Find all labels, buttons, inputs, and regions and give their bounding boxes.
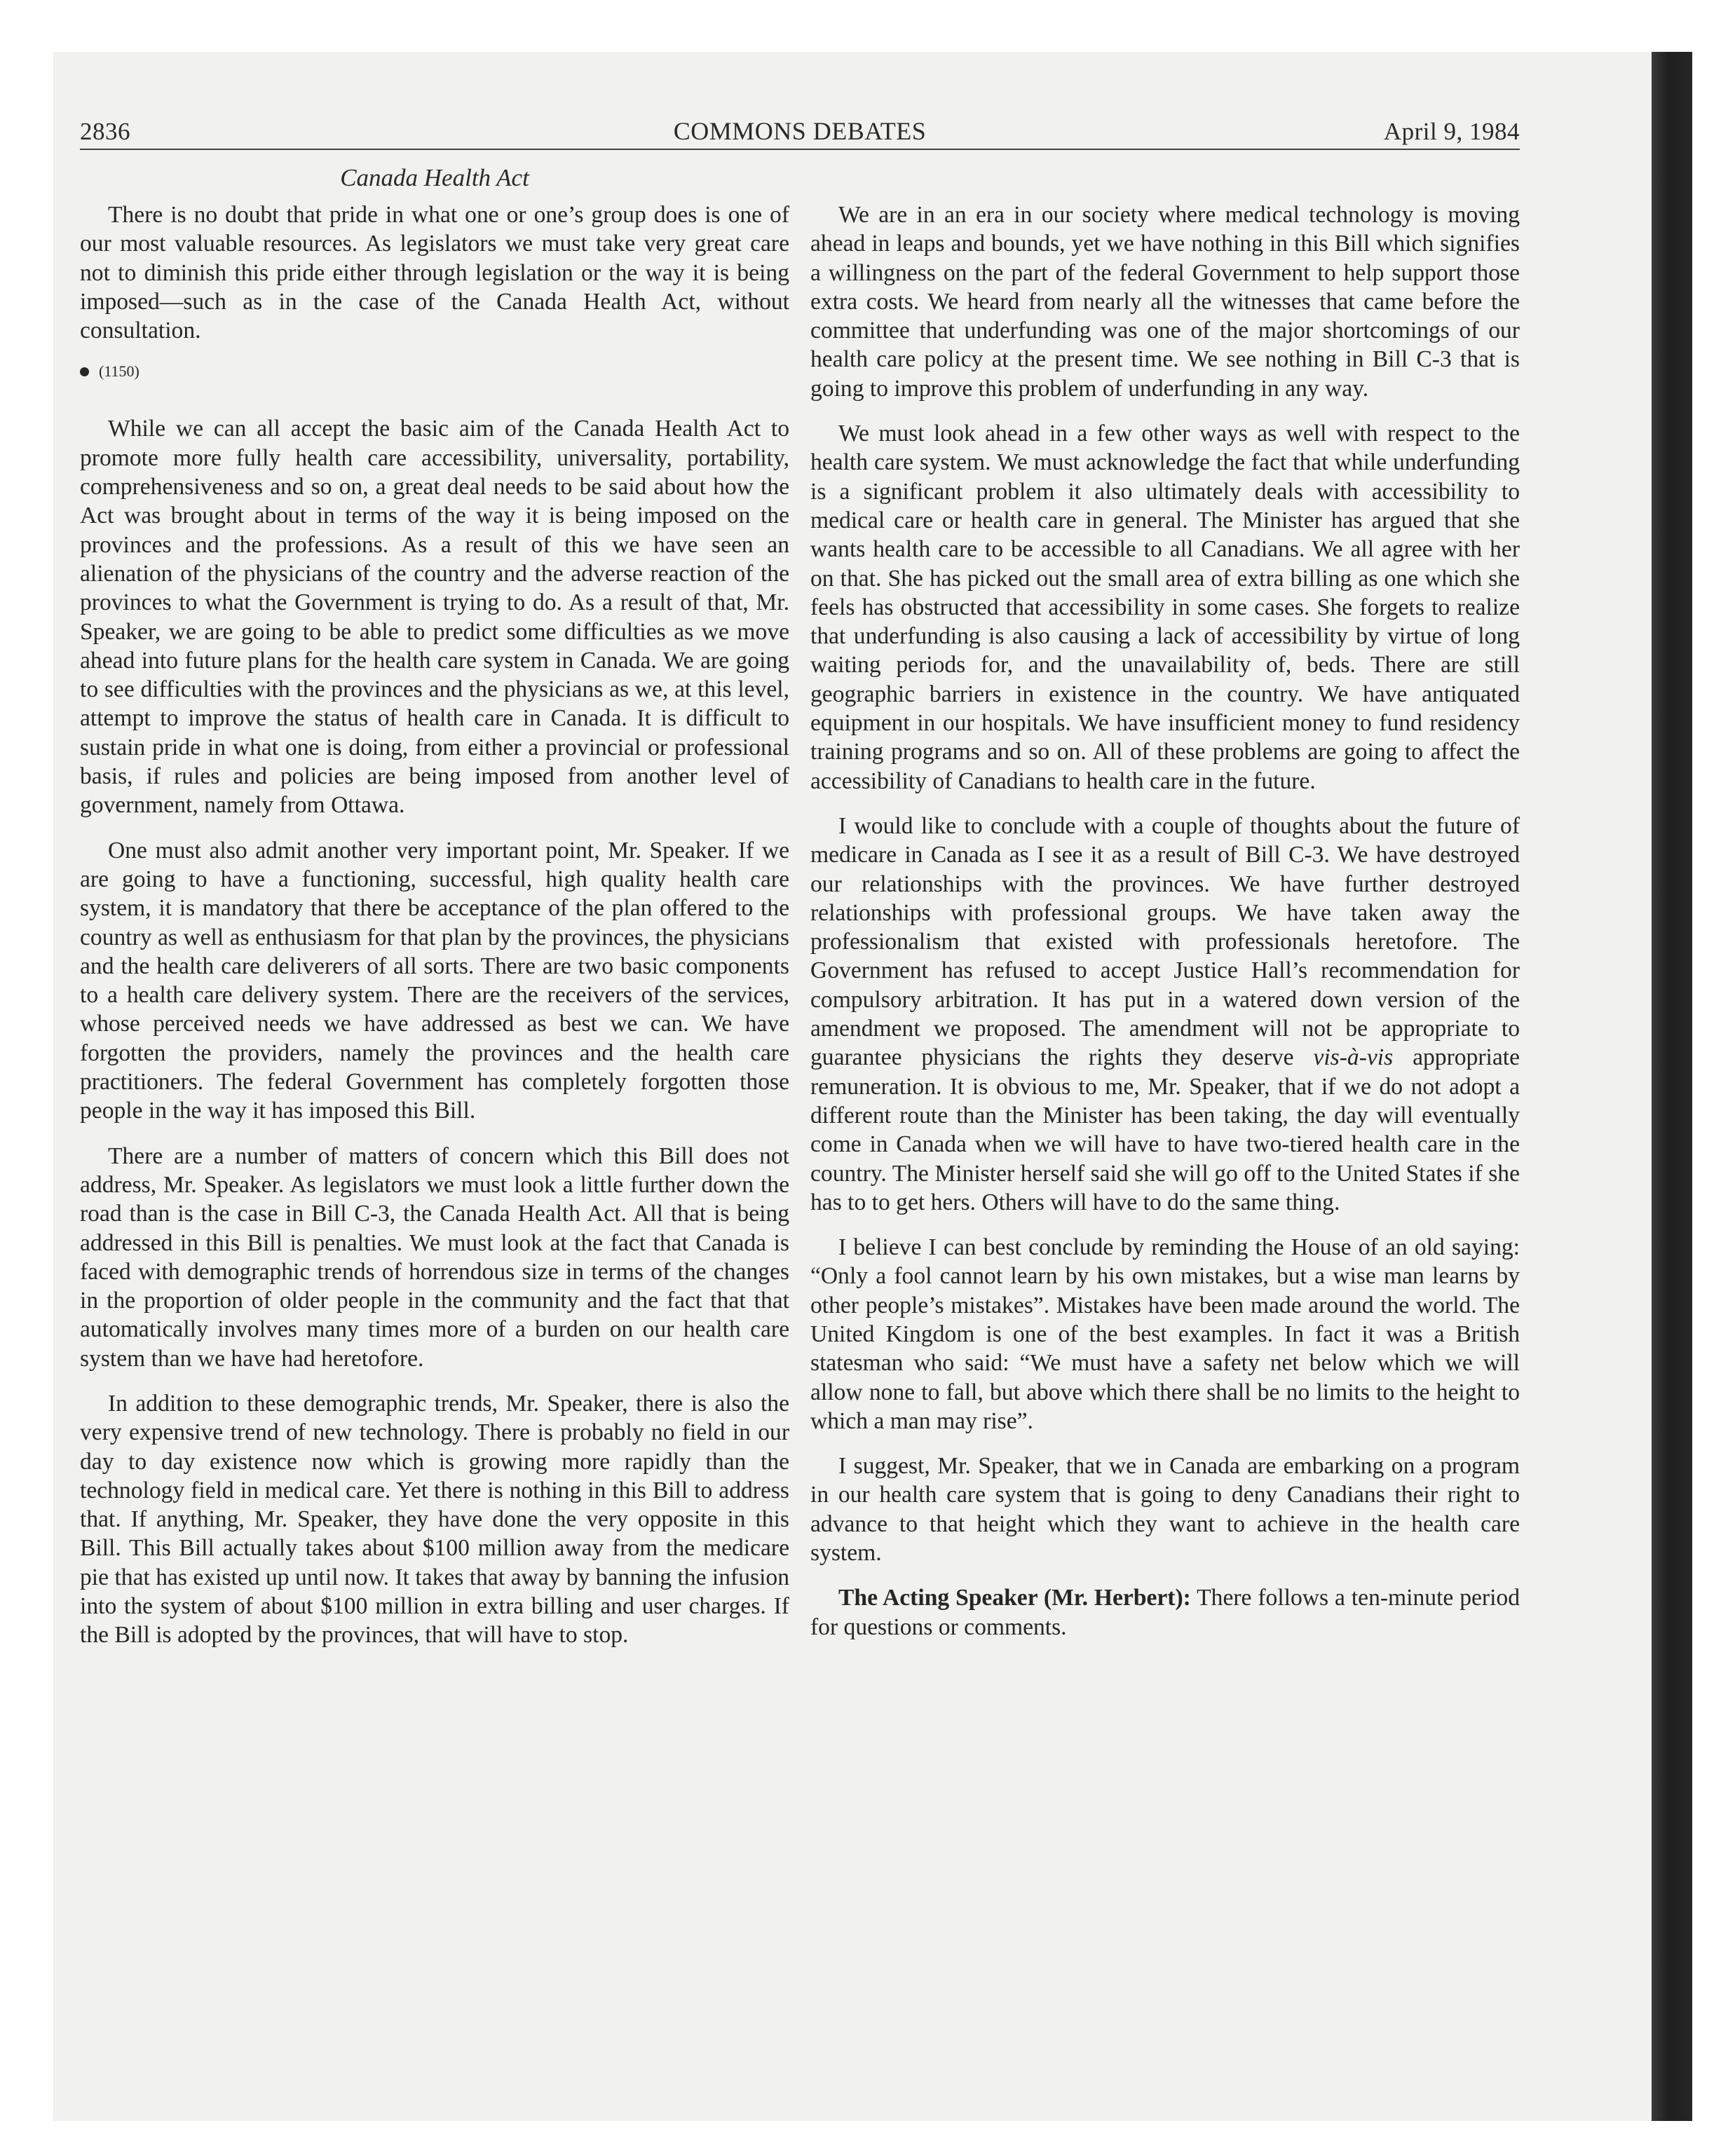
page-header bbox=[80, 111, 1520, 150]
paragraph: In addition to these demographic trends, Mr. Speaker, there is also the very expensive trend of new technology. There is probably no field in our day to day existence now which is growing more rapidly than the technology field in medical care. Yet there is nothing in this Bill to address that. If anything, Mr. Speaker, they have done the very opposite in this Bill. This Bill actually takes about $100 million away from the medicare pie that has existed up until now. It takes that away by banning the infusion into the system of about $100 million in extra billing and user charges. If the Bill is adopted by the provinces, that will have to stop. bbox=[80, 1390, 789, 1649]
paragraph: I suggest, Mr. Speaker, that we in Canada are embarking on a program in our health care system that is going to deny Canadians their right to advance to that height which they want to achieve in the health care system. bbox=[810, 1453, 1520, 1567]
paragraph: There is no doubt that pride in what one or one’s group does is one of our most valuable resources. As legislators we must take very great care not to diminish this pride either through legislation or the way it is being imposed—such as in the case of the Canada Health Act, without consultation. bbox=[80, 202, 789, 344]
speaker-text: There follows a ten-minute period for questions or comments. bbox=[810, 1585, 1520, 1640]
right-column bbox=[810, 200, 1520, 1658]
timestamp: (1150) bbox=[99, 362, 140, 381]
page-date: April 9, 1984 bbox=[1383, 118, 1520, 145]
bullet-icon bbox=[80, 367, 89, 376]
paragraph: We must look ahead in a few other ways as well with respect to the health care system. We must acknowledge the fact that while underfunding is a significant problem it also ultimately deals with accessibility to medical care or health care in general. The Minister has argued that she wants health care to be accessible to all Canadians. We all agree with her on that. She has picked out the small area of extra billing as one which she feels has obstructed that accessibility in some cases. She forgets to realize that underfunding is also causing a lack of accessibility by virtue of long waiting periods for, and the unavailability of, beds. There are still geographic barriers in existence in the country. We have antiquated equipment in our hospitals. We have insufficient money to fund residency training programs and so on. All of these problems are going to affect the accessibility of Canadians to health care in the future. bbox=[810, 421, 1520, 794]
speaker-paragraph bbox=[810, 1583, 1520, 1642]
page-number: 2836 bbox=[80, 118, 130, 145]
paragraph: We are in an era in our society where medical technology is moving ahead in leaps and bounds, yet we have nothing in this Bill which signifies a willingness on the part of the federal Government to help support those extra costs. We heard from nearly all the witnesses that came before the committee that underfunding was one of the major shortcomings of our health care policy at the present time. We see nothing in Bill C-3 that is going to improve this problem of underfunding in any way. bbox=[810, 202, 1520, 402]
time-marker bbox=[80, 361, 789, 382]
paragraph bbox=[810, 812, 1520, 1217]
binding-edge-shadow bbox=[1652, 52, 1692, 2121]
paragraph-text: I would like to conclude with a couple of thoughts about the future of medicare in Canada as I see it as a result of Bill C-3. We have destroyed our relationships with the provinces. We have further destroyed relationships with professional groups. We have taken away the professionalism that existed with professionals heretofore. The Government has refused to accept Justice Hall’s recommendation for compulsory arbitration. It has put in a watered down version of the amendment we proposed. The amendment will not be appropriate to guarantee physicians the rights they deserve bbox=[810, 812, 1520, 1071]
paragraph: There are a number of matters of concern which this Bill does not address, Mr. Speaker. As legislators we must look a little further down the road than is the case in Bill C-3, the Canada Health Act. All that is being addressed in this Bill is penalties. We must look at the fact that Canada is faced with demographic trends of horrendous size in terms of the changes in the proportion of older people in the community and the fact that that automatically involves many times more of a burden on our health care system than we have had heretofore. bbox=[80, 1142, 789, 1372]
paragraph: While we can all accept the basic aim of the Canada Health Act to promote more fully health care accessibility, universality, portability, comprehensiveness and so on, a great deal needs to be said about how the Act was brought about in terms of the way it is being imposed on the provinces and the professions. As a result of this we have seen an alienation of the physicians of the country and the adverse reaction of the provinces to what the Government is trying to do. As a result of that, Mr. Speaker, we are going to be able to predict some difficulties as we move ahead into future plans for the health care system in Canada. We are going to see difficulties with the provinces and the physicians as we, at this level, attempt to improve the status of health care in Canada. It is difficult to sustain pride in what one is doing, from either a provincial or professional basis, if rules and policies are being imposed from another level of government, namely from Ottawa. bbox=[80, 416, 789, 819]
italic-phrase: vis-à-vis bbox=[1313, 1044, 1394, 1071]
left-column bbox=[80, 200, 789, 1666]
speaker-name: The Acting Speaker (Mr. Herbert): bbox=[838, 1585, 1191, 1611]
publication-title: COMMONS DEBATES bbox=[673, 117, 927, 145]
section-title: Canada Health Act bbox=[340, 164, 529, 191]
paragraph: One must also admit another very important point, Mr. Speaker. If we are going to have a functioning, successful, high quality health care system, it is mandatory that there be acceptance of the plan offered to the country as well as enthusiasm for that plan by the provinces, the physicians and the health care deliverers of all sorts. There are two basic components to a health care delivery system. There are the receivers of the services, whose perceived needs we have addressed as best we can. We have forgotten the providers, namely the provinces and the health care practitioners. The federal Government has completely forgotten those people in the way it has imposed this Bill. bbox=[80, 837, 789, 1124]
paragraph: I believe I can best conclude by reminding the House of an old saying: “Only a fool cannot learn by his own mistakes, but a wise man learns by other people’s mistakes”. Mistakes have been made around the world. The United Kingdom is one of the best examples. In fact it was a British statesman who said: “We must have a safety net below which we will allow none to fall, but above which there shall be no limits to the height to which a man may rise”. bbox=[810, 1234, 1520, 1434]
paragraph-text: appropriate remuneration. It is obvious to me, Mr. Speaker, that if we do not adopt a different route than the Minister has been taking, the day will eventually come in Canada when we will have to have two-tiered health care in the country. The Minister herself said she will go off to the United States if she has to to get hers. Others will have to do the same thing. bbox=[810, 1044, 1520, 1215]
